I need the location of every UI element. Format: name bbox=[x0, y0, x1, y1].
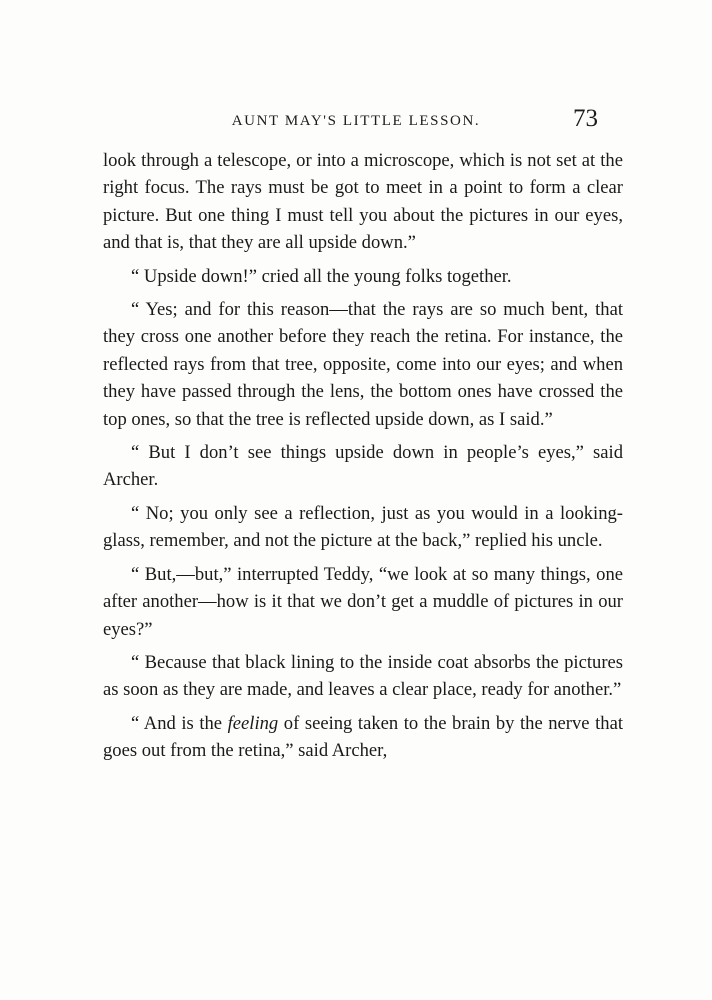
paragraph-4: “ But I don’t see things upside down in people’s eyes,” said Archer. bbox=[103, 442, 623, 491]
page-number: 73 bbox=[573, 105, 598, 132]
running-head bbox=[0, 105, 712, 139]
paragraph-8-start: “ And is the bbox=[131, 712, 228, 734]
paragraph-2: “ Upside down!” cried all the young folks together. bbox=[131, 265, 512, 287]
paragraph-6: “ But,—but,” interrupted Teddy, “we look at so many things, one after another—how is it that we don’t get a muddle of pictures in our eyes?” bbox=[103, 563, 623, 640]
paragraph-3: “ Yes; and for this reason—that the rays are so much bent, that they cross one another before they reach the retina. For instance, the reflected rays from that tree, opposite, come into our eyes; and when they have passed through the lens, the bottom ones have crossed the top ones, so that the tree is reflected upside down, as I said.” bbox=[103, 299, 623, 430]
paragraph-5: “ No; you only see a reflection, just as you would in a looking-glass, remember, and not the picture at the back,” replied his uncle. bbox=[103, 502, 623, 552]
body-text bbox=[103, 147, 623, 771]
paragraph-8-emphasis: feeling bbox=[227, 712, 279, 734]
paragraph-8 bbox=[103, 710, 623, 765]
paragraph-1: look through a telescope, or into a microscope, which is not set at the right focus. The rays must be got to meet in a point to form a clear picture. But one thing I must tell you about the pictures in our eyes, and that is, that they are all upside down.” bbox=[103, 150, 623, 254]
running-title: AUNT MAY'S LITTLE LESSON. bbox=[231, 113, 481, 129]
paragraph-7: “ Because that black lining to the inside coat absorbs the pictures as soon as they are made, and leaves a clear place, ready for another.” bbox=[103, 651, 623, 701]
paragraph-8-end: of seeing taken to the brain by the nerve that goes out from the retina,” said Archer, bbox=[103, 712, 623, 762]
